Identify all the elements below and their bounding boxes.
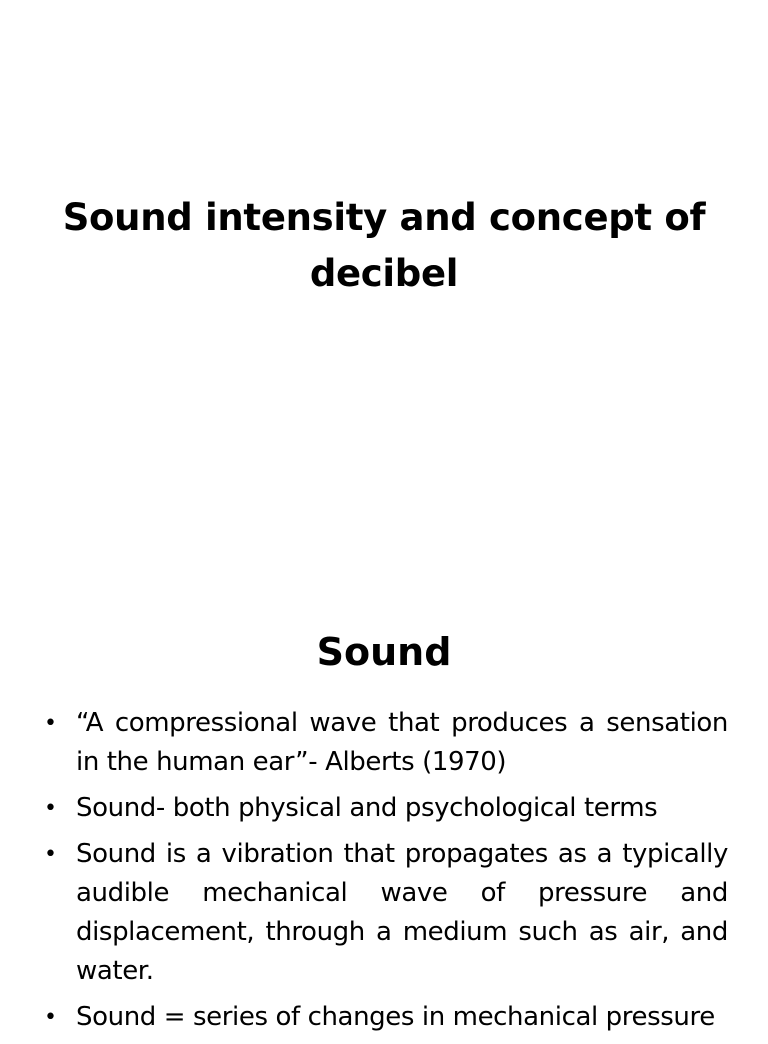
bullet-item	[40, 789, 728, 828]
bullet-list	[40, 704, 728, 1044]
bullet-icon: •	[44, 1005, 57, 1030]
bullet-icon: •	[44, 796, 57, 821]
bullet-item	[40, 704, 728, 782]
bullet-text: Sound is a vibration that propagates as a typically audible mechanical wave of pressure and displacement, through a medium such as air, and water.	[76, 839, 728, 986]
content-slide	[0, 576, 768, 1032]
slide-heading: Sound	[316, 630, 452, 674]
bullet-icon: •	[44, 842, 57, 867]
bullet-text: Sound = series of changes in mechanical pressure	[76, 1002, 715, 1032]
slide-title: Sound intensity and concept of decibel	[62, 196, 706, 295]
bullet-text: “A compressional wave that produces a sensation in the human ear”- Alberts (1970)	[76, 708, 728, 777]
bullet-text: Sound- both physical and psychological terms	[76, 793, 658, 823]
bullet-item	[40, 998, 728, 1037]
bullet-icon: •	[44, 711, 57, 736]
bullet-item	[40, 835, 728, 991]
